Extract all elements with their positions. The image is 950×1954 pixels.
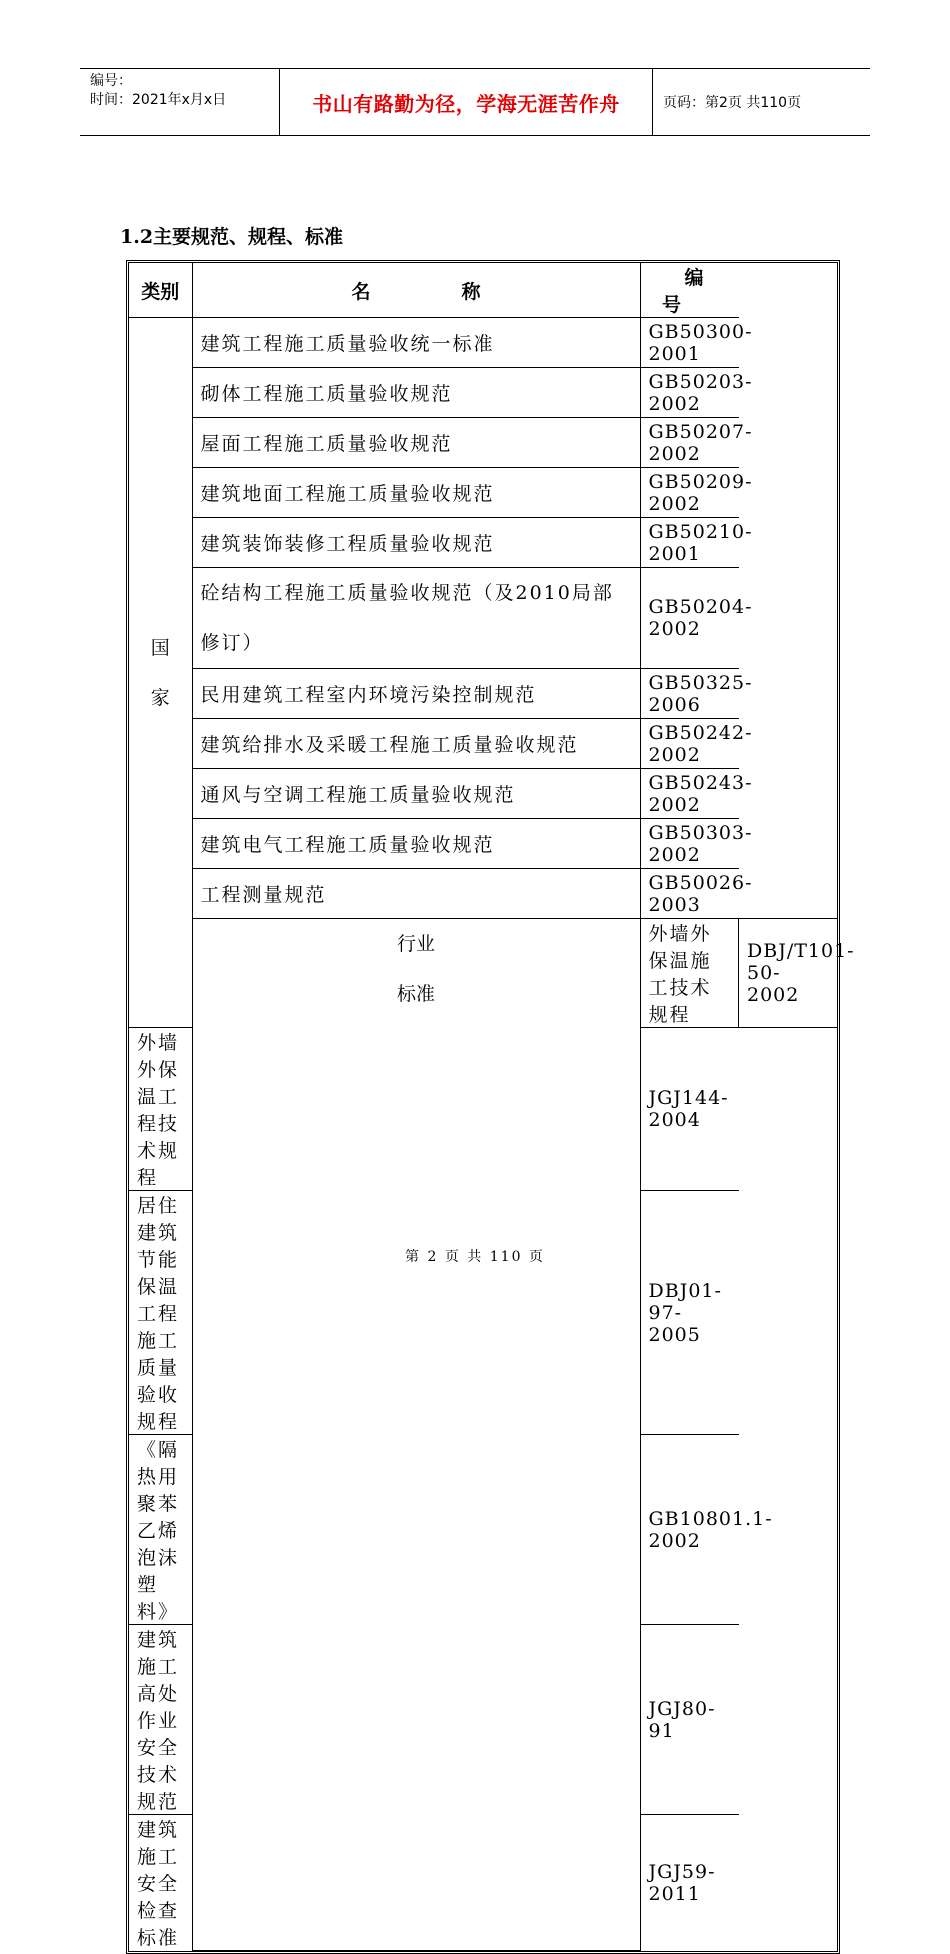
row-name: 砼结构工程施工质量验收规范（及2010局部修订） [192,568,640,669]
header-code-label: 编号： [90,73,132,89]
row-code: GB10801.1-2002 [640,1435,739,1625]
category-national-line2: 家 [150,686,170,709]
category-industry-line2: 标准 [396,983,435,1005]
row-name: 外墙外保温施工技术规程 [640,919,739,1028]
row-name: 建筑地面工程施工质量验收规范 [192,468,640,518]
row-name: 民用建筑工程室内环境污染控制规范 [192,669,640,719]
table-row [129,869,837,919]
row-code: JGJ59-2011 [640,1815,739,1951]
row-code: GB50203-2002 [640,368,739,418]
row-name: 建筑给排水及采暖工程施工质量验收规范 [192,719,640,769]
header-meta [80,69,280,135]
row-name: 屋面工程施工质量验收规范 [192,418,640,468]
table-row [129,418,837,468]
table-row [129,468,837,518]
row-name: 《隔热用聚苯乙烯泡沫塑料》 [129,1435,192,1625]
row-code: DBJ/T101-50-2002 [739,919,838,1028]
category-national [129,318,192,1028]
row-name: 建筑施工高处作业安全技术规范 [129,1625,192,1815]
row-name: 建筑施工安全检查标准 [129,1815,192,1951]
page-footer: 第 2 页 共 110 页 [405,1249,545,1265]
table-row [129,819,837,869]
table-row [129,669,837,719]
section-title: 1.2主要规范、规程、标准 [120,226,344,248]
table-row [129,568,837,669]
table-row [129,518,837,568]
row-code: GB50300-2001 [640,318,739,368]
table-header-row [129,263,837,318]
row-name: 建筑电气工程施工质量验收规范 [192,819,640,869]
header-motto: 书山有路勤为径，学海无涯苦作舟 [280,69,653,135]
table-row [129,919,837,1028]
row-name: 建筑装饰装修工程质量验收规范 [192,518,640,568]
standards-table [126,260,855,1954]
row-code: GB50210-2001 [640,518,739,568]
row-name: 工程测量规范 [192,869,640,919]
row-code: JGJ144-2004 [640,1028,739,1191]
row-name: 外墙外保温工程技术规程 [129,1028,192,1191]
header-code: 编 号 [640,263,739,318]
row-name: 建筑工程施工质量验收统一标准 [192,318,640,368]
category-national-line1: 国 [150,636,170,659]
row-code: GB50209-2002 [640,468,739,518]
row-name: 砌体工程施工质量验收规范 [192,368,640,418]
header-time-label: 时间：2021年x月x日 [90,92,227,108]
category-industry-line1: 行业 [396,933,435,955]
row-name: 通风与空调工程施工质量验收规范 [192,769,640,819]
header-category: 类别 [129,263,192,318]
table-row [129,318,837,368]
page-header [80,68,870,136]
header-page-info: 页码：第2页 共110页 [663,95,802,111]
row-code: GB50026-2003 [640,869,739,919]
table-row [129,719,837,769]
row-code: JGJ80-91 [640,1625,739,1815]
row-name: 居住建筑节能保温工程施工质量验收规程 [129,1191,192,1435]
header-name: 名 称 [192,263,640,318]
row-code: GB50242-2002 [640,719,739,769]
row-code: GB50207-2002 [640,418,739,468]
row-code: GB50303-2002 [640,819,739,869]
row-code: GB50204-2002 [640,568,739,669]
table-row [129,368,837,418]
row-code: GB50325-2006 [640,669,739,719]
category-industry [192,919,640,1951]
table-row [129,769,837,819]
row-code: DBJ01-97-2005 [640,1191,739,1435]
row-code: GB50243-2002 [640,769,739,819]
